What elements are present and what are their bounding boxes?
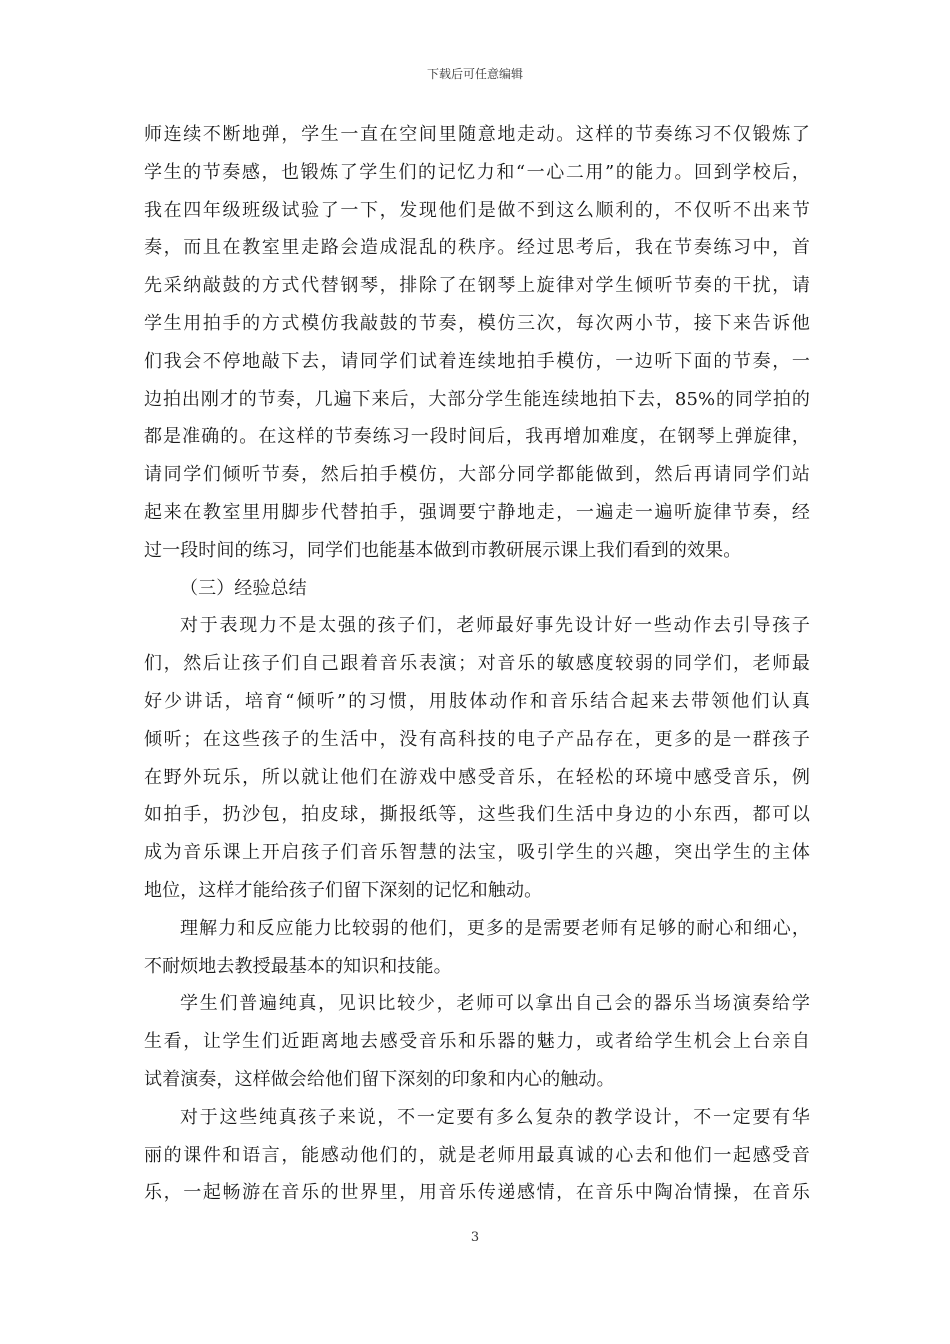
text-line: 先采纳敲鼓的方式代替钢琴，排除了在钢琴上旋律对学生倾听节奏的干扰，请 [144,275,810,297]
text-line: 奏，而且在教室里走路会造成混乱的秩序。经过思考后，我在节奏练习中，首 [144,237,810,259]
text-line: 学生的节奏感，也锻炼了学生们的记忆力和“一心二用”的能力。回到学校后， [144,161,810,183]
text-line: 都是准确的。在这样的节奏练习一段时间后，我再增加难度，在钢琴上弹旋律， [144,426,810,448]
text-line: 边拍出刚才的节奏，几遍下来后，大部分学生能连续地拍下去，85%的同学拍的 [144,388,810,410]
text-line: 不耐烦地去教授最基本的知识和技能。 [144,955,452,977]
text-line: 地位，这样才能给孩子们留下深刻的记忆和触动。 [144,879,543,901]
text-line: 对于表现力不是太强的孩子们，老师最好事先设计好一些动作去引导孩子 [180,615,810,637]
text-line: 乐，一起畅游在音乐的世界里，用音乐传递感情，在音乐中陶冶情操，在音乐 [144,1182,810,1204]
text-line: 试着演奏，这样做会给他们留下深刻的印象和内心的触动。 [144,1068,615,1090]
text-line: 生看，让学生们近距离地去感受音乐和乐器的魅力，或者给学生机会上台亲自 [144,1031,810,1053]
section-heading: （三）经验总结 [180,577,307,599]
text-line: 成为音乐课上开启孩子们音乐智慧的法宝，吸引学生的兴趣，突出学生的主体 [144,842,810,864]
text-line: 师连续不断地弹，学生一直在空间里随意地走动。这样的节奏练习不仅锻炼了 [144,124,810,145]
text-line: 在野外玩乐，所以就让他们在游戏中感受音乐，在轻松的环境中感受音乐，例 [144,766,810,788]
text-line: 学生用拍手的方式模仿我敲鼓的节奏，模仿三次，每次两小节，接下来告诉他 [144,312,810,334]
text-line: 好少讲话，培育“倾听”的习惯，用肢体动作和音乐结合起来去带领他们认真 [144,690,810,712]
text-line: 们，然后让孩子们自己跟着音乐表演；对音乐的敏感度较弱的同学们，老师最 [144,653,810,675]
document-body [144,116,810,1212]
text-line: 起来在教室里用脚步代替拍手，强调要宁静地走，一遍走一遍听旋律节奏，经 [144,501,810,523]
text-line: 学生们普遍纯真，见识比较少，老师可以拿出自己会的器乐当场演奏给学 [180,993,810,1015]
text-line: 理解力和反应能力比较弱的他们，更多的是需要老师有足够的耐心和细心， [180,917,810,939]
text-line: 丽的课件和语言，能感动他们的，就是老师用最真诚的心去和他们一起感受音 [144,1144,810,1166]
text-line: 过一段时间的练习，同学们也能基本做到市教研展示课上我们看到的效果。 [144,539,742,561]
page-number: 3 [470,1230,480,1245]
text-line: 我在四年级班级试验了一下，发现他们是做不到这么顺利的，不仅听不出来节 [144,199,810,221]
text-line: 如拍手，扔沙包，拍皮球，撕报纸等，这些我们生活中身边的小东西，都可以 [144,804,810,826]
text-line: 们我会不停地敲下去，请同学们试着连续地拍手模仿，一边听下面的节奏，一 [144,350,810,372]
text-line: 请同学们倾听节奏，然后拍手模仿，大部分同学都能做到，然后再请同学们站 [144,464,810,486]
text-line: 对于这些纯真孩子来说，不一定要有多么复杂的教学设计，不一定要有华 [180,1106,810,1128]
page-header: 下载后可任意编辑 [426,67,523,81]
text-line: 倾听；在这些孩子的生活中，没有高科技的电子产品存在，更多的是一群孩子 [144,728,810,750]
